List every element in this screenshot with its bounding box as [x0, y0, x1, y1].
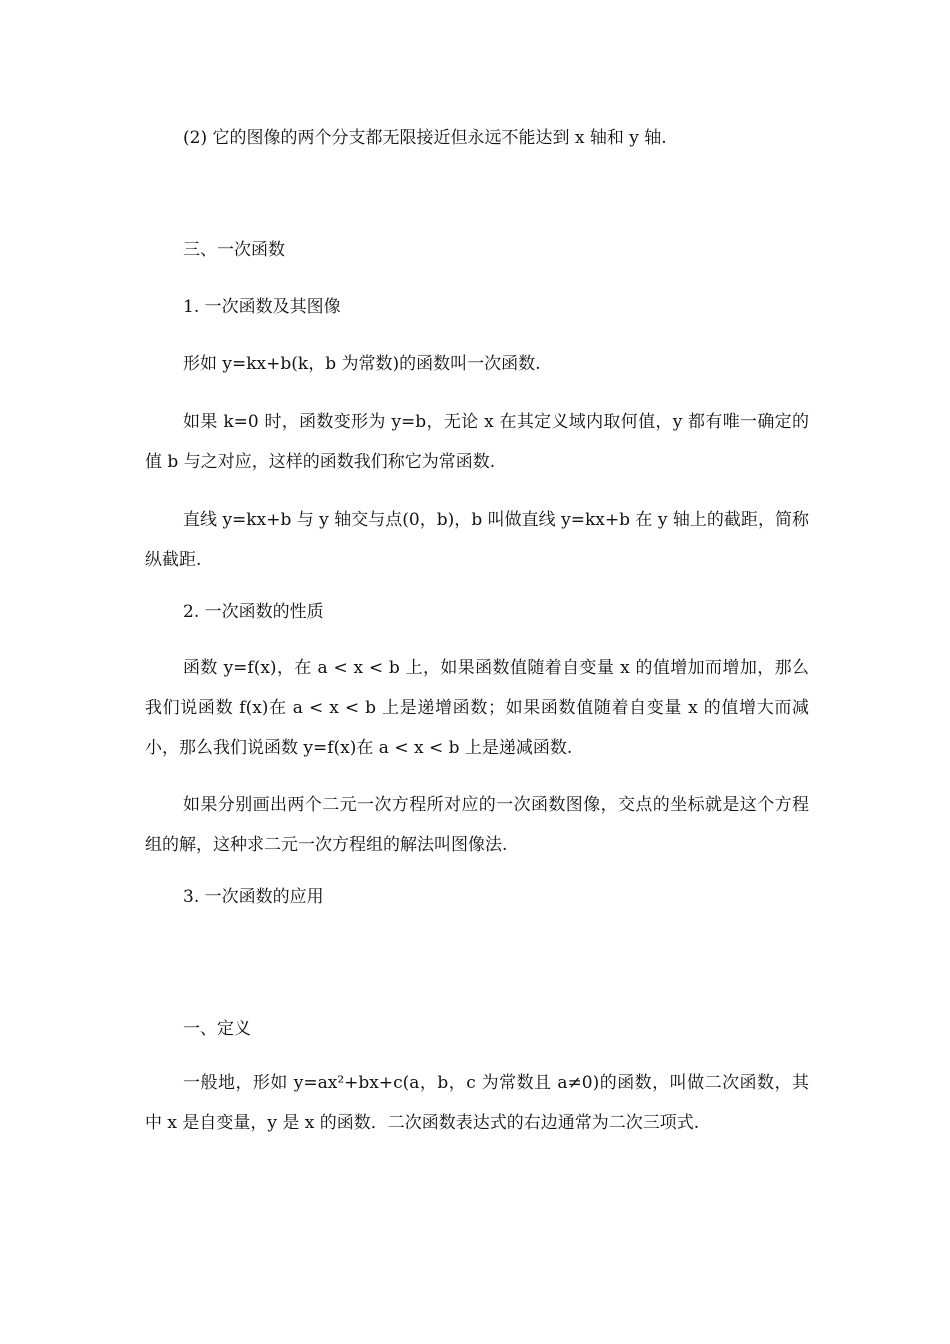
subheading-linear-properties: 2. 一次函数的性质 [183, 602, 324, 622]
paragraph-linear-definition: 形如 y=kx+b(k，b 为常数)的函数叫一次函数. [183, 354, 541, 374]
section-heading-linear-function: 三、一次函数 [183, 240, 285, 260]
paragraph-intercept: 直线 y=kx+b 与 y 轴交与点(0，b)，b 叫做直线 y=kx+b 在 y 轴上的截距，简称纵截距. [145, 510, 809, 570]
section-heading-definition: 一、定义 [183, 1019, 251, 1039]
paragraph-graphical-method: 如果分别画出两个二元一次方程所对应的一次函数图像，交点的坐标就是这个方程组的解，这种求二元一次方程组的解法叫图像法. [145, 795, 809, 855]
paragraph-monotonicity: 函数 y=f(x)，在 a < x < b 上，如果函数值随着自变量 x 的值增加而增加，那么我们说函数 f(x)在 a < x < b 上是递增函数；如果函数值随着自变量 x 的值增大而减小，那么我们说函数 y=f(x)在 a < x < b 上是递减函数. [145, 658, 809, 758]
subheading-linear-applications: 3. 一次函数的应用 [183, 887, 324, 907]
paragraph-quadratic-definition: 一般地，形如 y=ax²+bx+c(a，b，c 为常数且 a≠0)的函数，叫做二次函数，其中 x 是自变量，y 是 x 的函数．二次函数表达式的右边通常为二次三项式. [145, 1073, 809, 1133]
subheading-linear-graph: 1. 一次函数及其图像 [183, 297, 341, 317]
paragraph-constant-function: 如果 k=0 时，函数变形为 y=b，无论 x 在其定义域内取何值，y 都有唯一确定的值 b 与之对应，这样的函数我们称它为常函数. [145, 412, 809, 472]
paragraph-hyperbola-property: (2) 它的图像的两个分支都无限接近但永远不能达到 x 轴和 y 轴. [183, 128, 667, 148]
